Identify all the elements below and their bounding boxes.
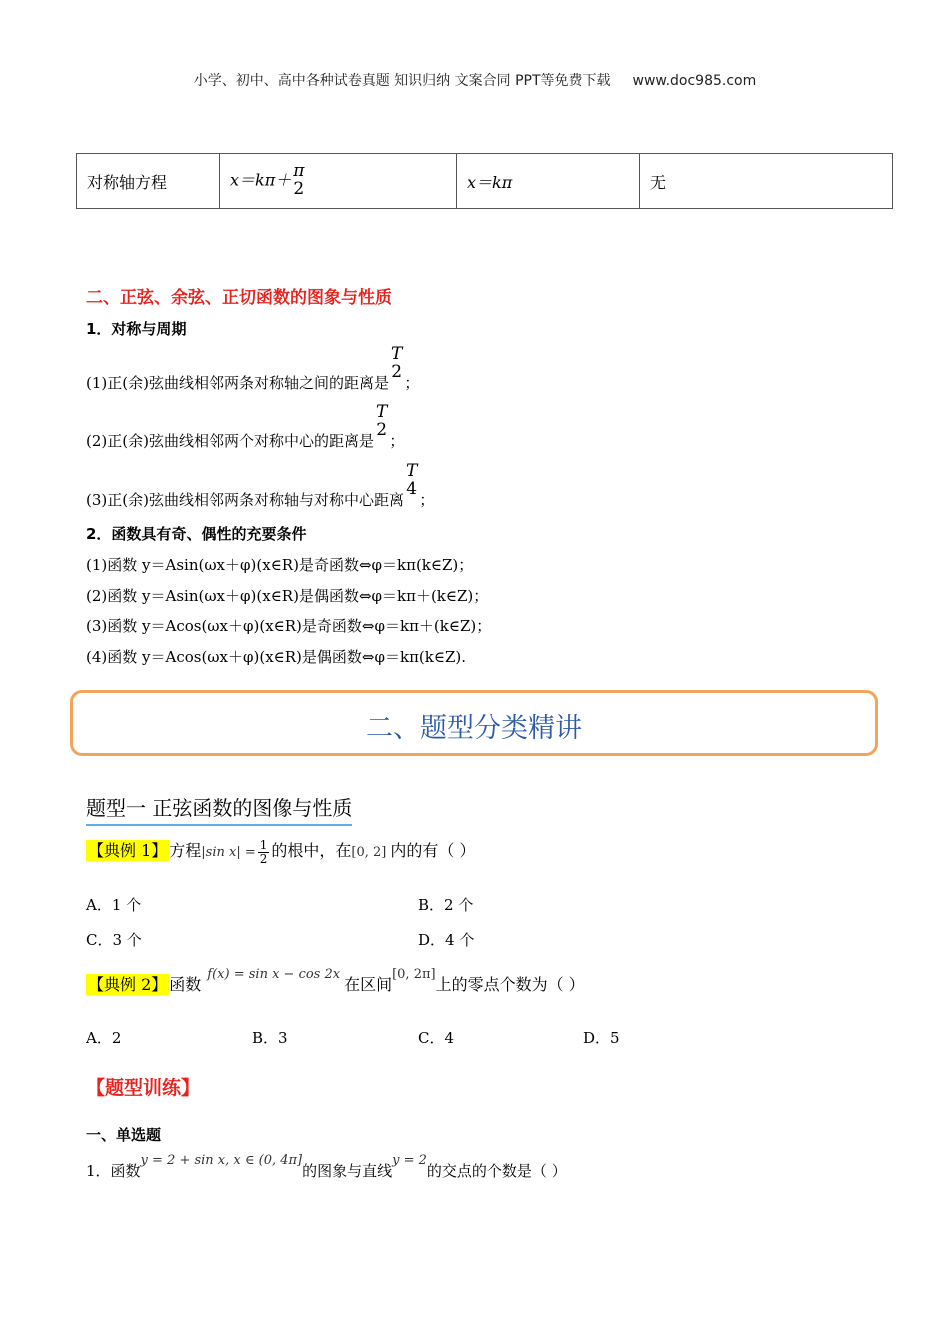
example-2-tag: 【典例 2】 [88, 975, 168, 994]
t-over-4-frac: T 4 [405, 461, 418, 499]
question-1-function: y = 2 + sin x, x ∈ (0, 4π] [140, 1153, 303, 1168]
header-url[interactable]: www.doc985.com [632, 73, 757, 89]
condition-4: (4)函数 y＝Acos(ωx＋φ)(x∈R)是偶函数⇔φ＝kπ(k∈Z). [86, 648, 467, 666]
t-over-2-frac: T 2 [375, 402, 388, 440]
option-d[interactable]: D．4 个 [418, 931, 475, 949]
condition-3: (3)函数 y＝Acos(ωx＋φ)(x∈R)是奇函数⇔φ＝kπ＋(k∈Z)； [86, 617, 492, 635]
table-row [77, 154, 893, 209]
question-1-line: y = 2 [392, 1153, 427, 1168]
example-1-interval: [0, 2] [351, 845, 387, 860]
question-type-title: 题型一 正弦函数的图像与性质 [86, 792, 352, 826]
header-text: 小学、初中、高中各种试卷真题 知识归纳 文案合同 PPT等免费下载 [193, 73, 611, 89]
single-choice-heading: 一、单选题 [86, 1126, 162, 1144]
symmetry-table [76, 153, 893, 209]
example-2: 【典例 2】 函数f(x) = sin x − cos 2x在区间[0, 2π]上的零点个数为（ ） [88, 967, 585, 994]
property-line-1: (1)正(余)弦曲线相邻两条对称轴之间的距离是 T 2 ； [86, 344, 420, 392]
table-cell-tan: 无 [640, 154, 893, 209]
condition-1: (1)函数 y＝Asin(ωx＋φ)(x∈R)是奇函数⇔φ＝kπ(k∈Z)； [86, 556, 474, 574]
example-2-function: f(x) = sin x − cos 2x [207, 967, 341, 982]
section-banner [70, 690, 878, 756]
option-b[interactable]: B．3 [252, 1029, 288, 1047]
property-line-2: (2)正(余)弦曲线相邻两个对称中心的距离是 T 2 ； [86, 402, 405, 450]
subheading-symmetry: 1．对称与周期 [86, 320, 187, 338]
section-heading: 二、正弦、余弦、正切函数的图象与性质 [86, 288, 392, 308]
t-over-2-frac: T 2 [390, 344, 403, 382]
option-c[interactable]: C．3 个 [86, 931, 142, 949]
example-1: 【典例 1】 方程|sin x| = $\frac{1}{2}$ 的根中，在[0, 2] 内的有（ ） [88, 837, 476, 866]
training-title: 【题型训练】 [86, 1077, 201, 1099]
table-cell-label: 对称轴方程 [77, 154, 220, 209]
option-a[interactable]: A．1 个 [86, 896, 142, 914]
table-cell-sin [220, 154, 457, 209]
training-question-1: 1．函数y = 2 + sin x, x ∈ (0, 4π]的图象与直线y = 2的交点的个数是（ ） [86, 1153, 567, 1180]
example-1-equation: |sin x| = [201, 845, 256, 860]
frac-den: 2 [293, 179, 305, 199]
frac-num: π [293, 161, 305, 182]
option-c[interactable]: C．4 [418, 1029, 455, 1047]
one-half-frac: $\frac{1}{2}$ [259, 837, 268, 866]
pi-over-2-frac [293, 163, 304, 199]
option-a[interactable]: A．2 [86, 1029, 122, 1047]
option-b[interactable]: B．2 个 [418, 896, 474, 914]
page-header [0, 70, 950, 90]
example-1-tag: 【典例 1】 [88, 841, 168, 860]
sin-axis-expr: x＝kπ＋ [230, 170, 292, 190]
banner-title: 二、题型分类精讲 [366, 713, 582, 744]
subheading-parity: 2．函数具有奇、偶性的充要条件 [86, 525, 307, 543]
condition-2: (2)函数 y＝Asin(ωx＋φ)(x∈R)是偶函数⇔φ＝kπ＋(k∈Z)； [86, 587, 489, 605]
table-cell-cos: x＝kπ [457, 154, 640, 209]
example-2-interval: [0, 2π] [392, 967, 436, 982]
property-line-3: (3)正(余)弦曲线相邻两条对称轴与对称中心距离 T 4 ； [86, 461, 435, 509]
option-d[interactable]: D．5 [583, 1029, 620, 1047]
